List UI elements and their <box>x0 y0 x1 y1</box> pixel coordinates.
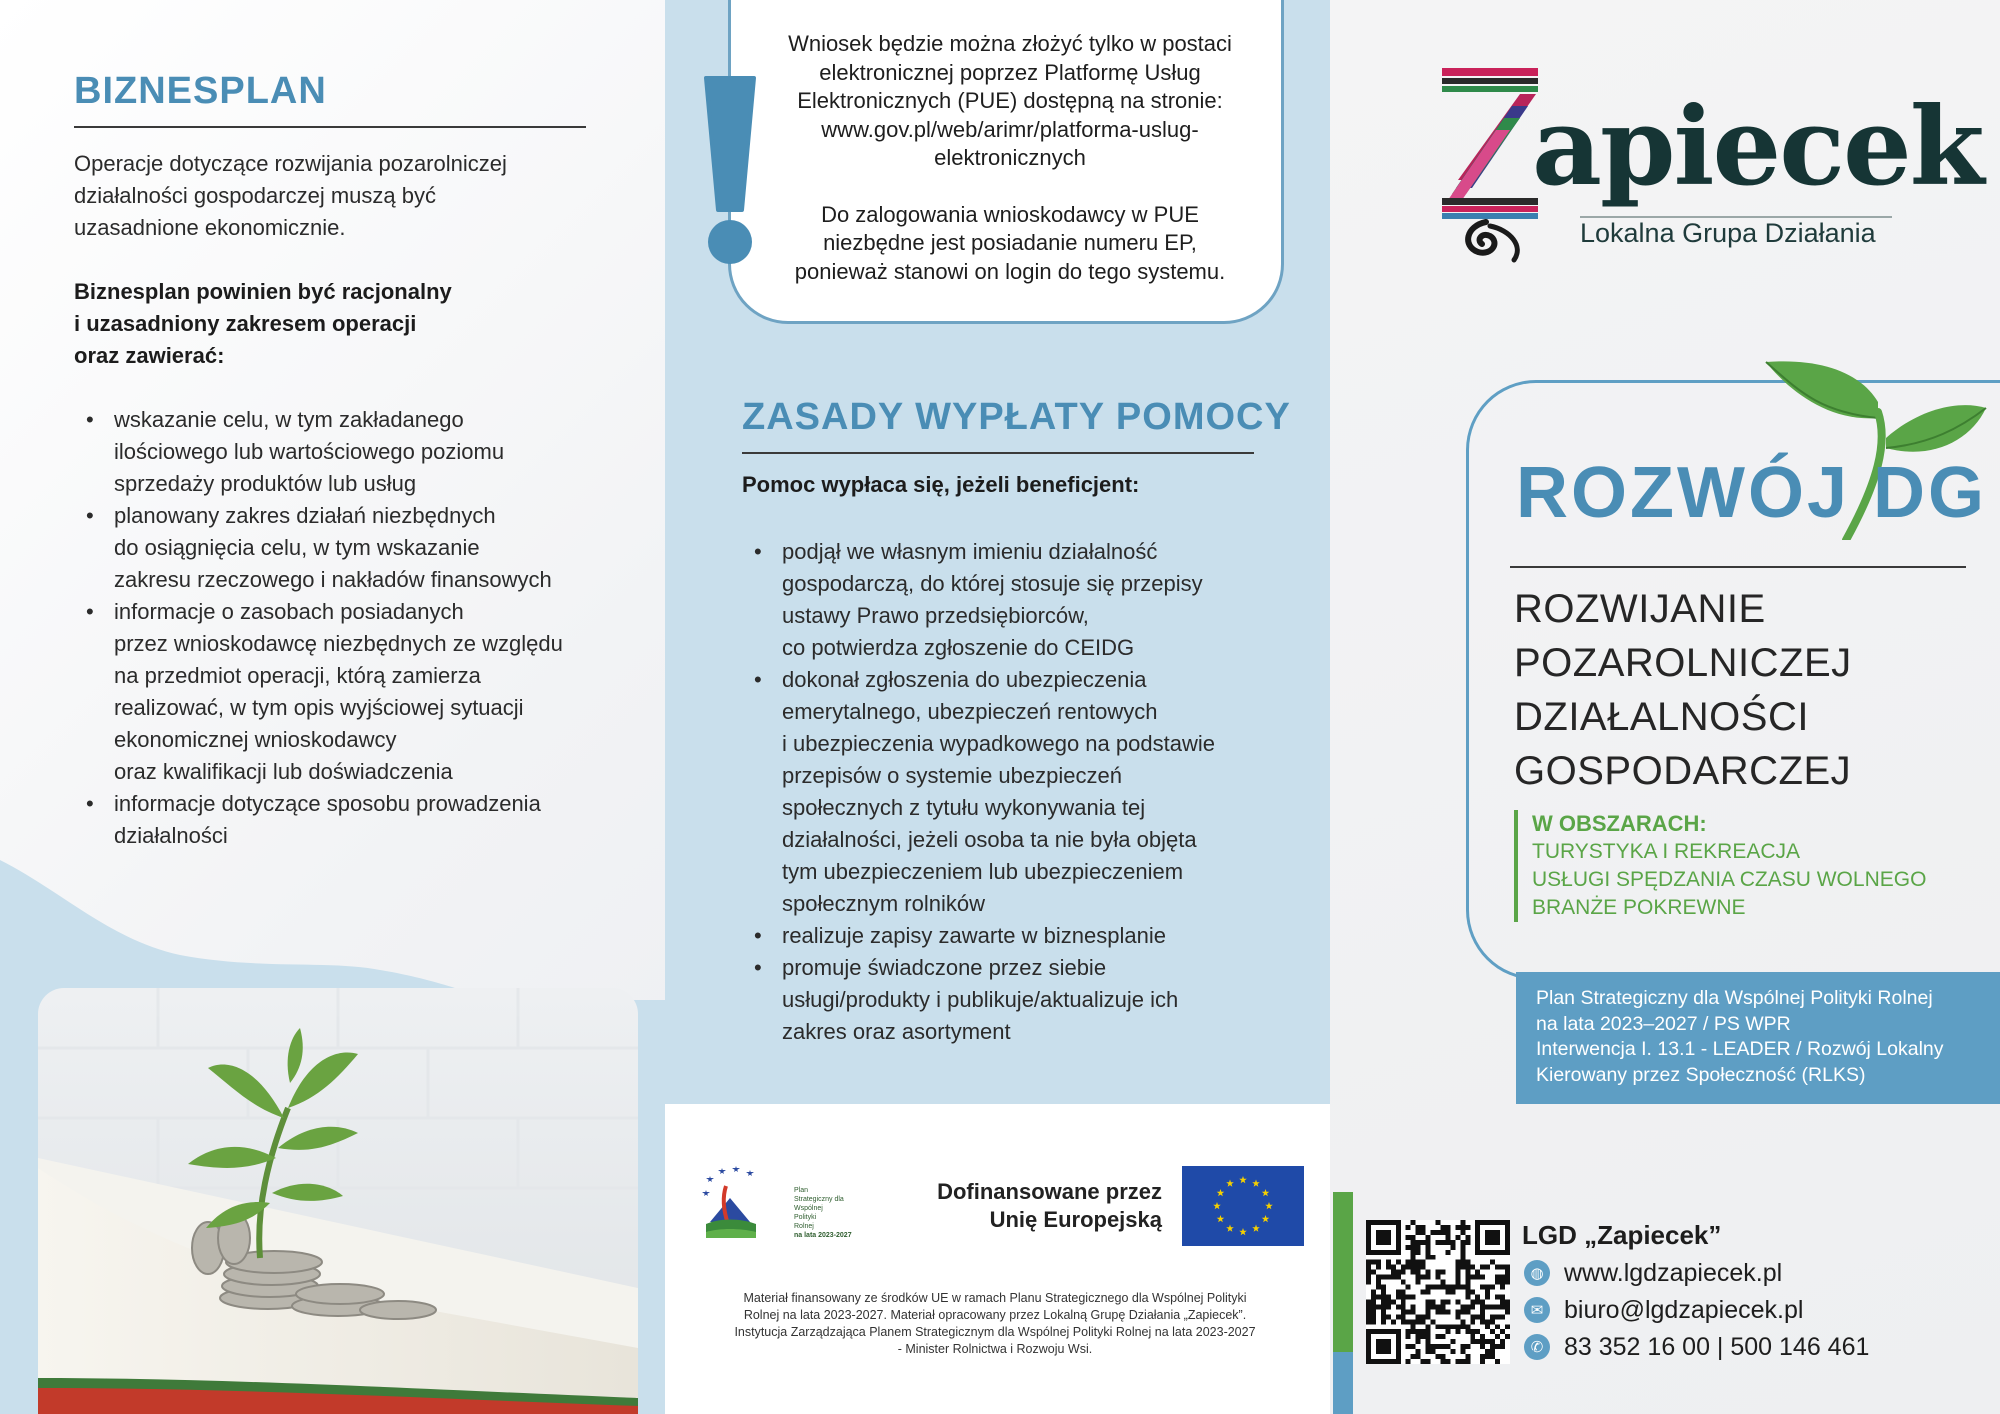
phone-numbers[interactable]: 83 352 16 00 | 500 146 461 <box>1564 1332 1870 1361</box>
email-link[interactable]: biuro@lgdzapiecek.pl <box>1564 1295 1804 1324</box>
ps-wpr-logo <box>700 1162 760 1242</box>
list-item: • planowany zakres działań niezbędnych do osiągnięcia celu, w tym wskazanie zakresu rzeczowego i nakładów finansowych <box>74 500 614 596</box>
list-item: • wskazanie celu, w tym zakładanego ilościowego lub wartościowego poziomu sprzedaży produktów lub usług <box>74 404 614 500</box>
lgd-name: LGD „Zapiecek” <box>1522 1220 1722 1250</box>
phone-icon: ✆ <box>1524 1334 1550 1360</box>
zapiecek-subtitle: Lokalna Grupa Działania <box>1580 218 1876 248</box>
biznesplan-title: BIZNESPLAN <box>74 70 327 112</box>
plan-info-box: Plan Strategiczny dla Wspólnej Polityki Rolnej na lata 2023–2027 / PS WPR Interwencja I. 13.1 - LEADER / Rozwój Lokalny Kierowany przez Społeczność (RLKS) <box>1516 972 2000 1104</box>
website-row[interactable] <box>1524 1256 1782 1290</box>
list-item: • informacje dotyczące sposobu prowadzenia działalności <box>74 788 614 852</box>
list-item: • dokonał zgłoszenia do ubezpieczenia emerytalnego, ubezpieczeń rentowych i ubezpieczenia wypadkowego na podstawie przepisów o systemie ubezpieczeń społecznych z tytułu wykonywania tej działalności, jeżeli osoba ta nie była objęta tym ubezpieczeniem lub ubezpieczeniem społecznym rolników <box>742 664 1262 920</box>
email-row[interactable] <box>1524 1293 1803 1327</box>
ps-wpr-logo-text: Plan Strategiczny dla Wspólnej Polityki Rolnej na lata 2023-2027 <box>794 1187 852 1239</box>
exclamation-icon <box>700 70 760 270</box>
cofinanced-label: Dofinansowane przez Unię Europejską <box>937 1179 1162 1232</box>
areas-block: W OBSZARACH: TURYSTYKA I REKREACJA USŁUGI SPĘDZANIA CZASU WOLNEGO BRANŻE POKREWNE <box>1514 810 1926 922</box>
list-item: • informacje o zasobach posiadanych przez wnioskodawcę niezbędnych ze względu na przedmiot operacji, którą zamierza realizować, w tym opis wyjściowej sytuacji ekonomicznej wnioskodawcy oraz kwalifikacji lub doświadczenia <box>74 596 614 788</box>
funding-fine-print: Materiał finansowany ze środków UE w ramach Planu Strategicznego dla Wspólnej Polityki Rolnej na lata 2023-2027. Materiał opracowany przez Lokalną Grupę Działania „Zapiecek”. Instytucja Zarządzająca Planem Strategicznym dla Wspólnej Polityki Rolnej na lata 2023-2027 - Minister Rolnictwa i Rozwoju Wsi. <box>734 1291 1256 1356</box>
payment-rules-title: ZASADY WYPŁATY POMOCY <box>742 396 1291 438</box>
payment-lead: Pomoc wypłaca się, jeżeli beneficjent: <box>742 472 1140 497</box>
biznesplan-list <box>74 404 614 852</box>
biznesplan-requirement: Biznesplan powinien być racjonalny i uzasadniony zakresem operacji oraz zawierać: <box>74 279 452 368</box>
plant-coins-photo <box>38 988 638 1414</box>
phone-row[interactable] <box>1524 1330 1869 1364</box>
payment-conditions-list <box>742 536 1262 1048</box>
website-link[interactable]: www.lgdzapiecek.pl <box>1564 1258 1783 1287</box>
mail-icon: ✉ <box>1524 1297 1550 1323</box>
title-divider <box>742 452 1254 454</box>
qr-code[interactable] <box>1366 1220 1510 1364</box>
zapiecek-z-logo <box>1436 60 1546 270</box>
list-item: • promuje świadczone przez siebie usługi/produkty i publikuje/aktualizuje ich zakres oraz asortyment <box>742 952 1262 1048</box>
list-item: • realizuje zapisy zawarte w biznesplanie <box>742 920 1262 952</box>
globe-icon: ◍ <box>1524 1260 1550 1286</box>
program-title: ROZWIJANIE POZAROLNICZEJ DZIAŁALNOŚCI GOSPODARCZEJ <box>1514 587 1852 793</box>
contact-accent-strip <box>1333 1192 1353 1414</box>
notice-text: Wniosek będzie można złożyć tylko w postaci elektronicznej poprzez Platformę Usług Elektronicznych (PUE) dostępną na stronie: www.gov.pl/web/arimr/platforma-uslug- elektronicznych Do zalogowania wnioskodawcy w PUE niezbędne jest posiadanie numeru EP, ponieważ stanowi on login do tego systemu. <box>788 31 1232 284</box>
card-divider <box>1510 566 1966 568</box>
title-divider <box>74 126 586 128</box>
list-item: • podjął we własnym imieniu działalność gospodarczą, do której stosuje się przepisy ustawy Prawo przedsiębiorców, co potwierdza zgłoszenie do CEIDG <box>742 536 1262 664</box>
eu-flag-icon <box>1182 1166 1304 1246</box>
rozwoj-dg-brand: ROZWÓJ DG <box>1516 453 1987 533</box>
biznesplan-intro: Operacje dotyczące rozwijania pozarolniczej działalności gospodarczej muszą być uzasadnione ekonomicznie. <box>74 151 507 240</box>
funding-footer <box>665 1104 1330 1414</box>
zapiecek-wordmark: apiecek <box>1532 84 1983 210</box>
